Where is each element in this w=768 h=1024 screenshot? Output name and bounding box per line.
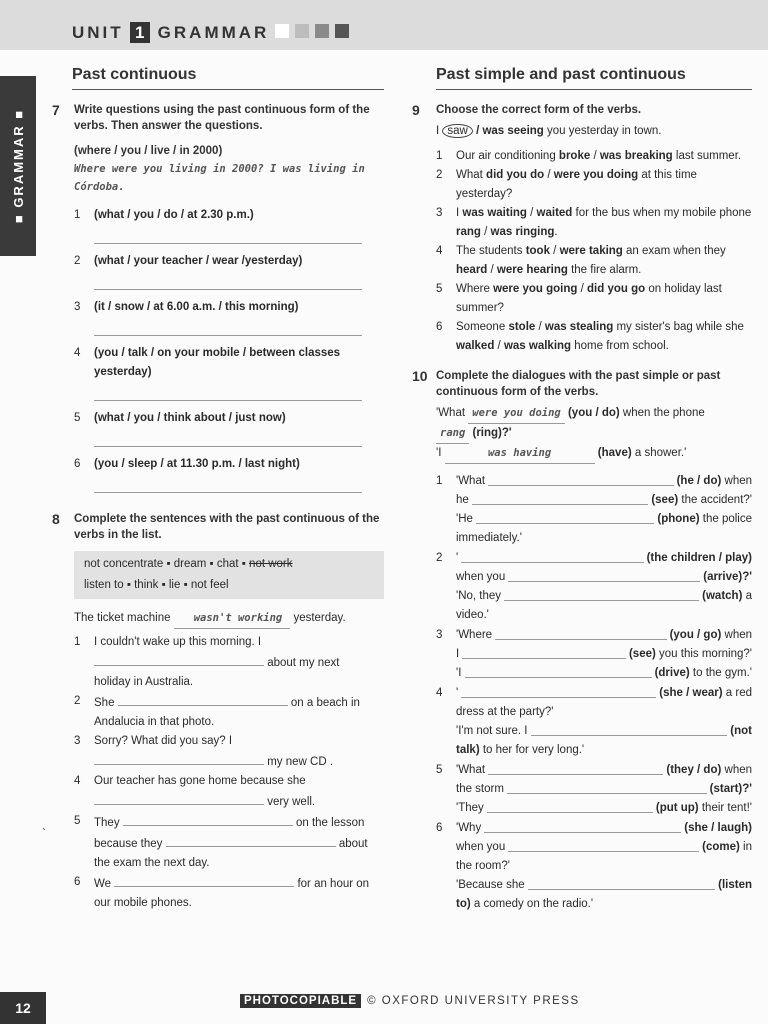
word-box-item: not concentrate [84,558,164,570]
item-text: Our teacher has gone home because she [94,775,306,787]
choice-option[interactable]: broke [558,150,591,162]
dialogue-text: in [739,841,752,853]
answer-blank[interactable] [472,491,648,505]
answer-blank[interactable] [465,664,652,678]
choice-item: 5 Where were you going / did you go on holiday last summer? [436,280,752,318]
dialogue-text: when you [456,571,509,583]
exercise-instruction: Write questions using the past continuous form of the verbs. Then answer the questions. [74,104,370,132]
dialogue-line [456,799,752,818]
choice-option[interactable]: rang [456,226,481,238]
page-number: 12 [0,992,46,1024]
choice-option[interactable]: took [525,245,550,257]
header-square [295,24,309,38]
verb-prompt: to) [456,898,471,910]
exercise-10-items [436,472,752,914]
item-text: Where [456,283,494,295]
item-number: 5 [436,764,443,776]
answer-blank[interactable] [461,684,656,698]
answer-blank[interactable] [94,652,264,666]
answer-line[interactable] [94,225,362,244]
item-number: 6 [436,321,443,333]
answer-line[interactable] [94,428,362,447]
answer-blank[interactable] [118,692,288,706]
item-number: 1 [436,475,443,487]
dialogue-text: immediately.' [456,532,522,544]
answer-blank[interactable] [495,626,666,640]
item-text: holiday in Australia. [94,676,194,688]
choice-option[interactable]: were taking [559,245,623,257]
dialogue-text: ' [456,687,462,699]
exercise-7-items [74,206,384,493]
left-column [52,66,384,913]
item-text: my new CD . [267,756,334,768]
answer-blank[interactable] [461,549,643,563]
choice-option[interactable]: was stealing [544,321,614,333]
item-prompt: (what / you / think about / just now) [94,412,286,424]
answer-line[interactable] [94,474,362,493]
question-item [74,409,384,428]
item-text: at this time yesterday? [456,169,697,200]
item-number: 2 [74,255,81,267]
example-prompt: (where / you / live / in 2000) [74,145,223,157]
verb-prompt: (see) [651,494,679,506]
item-text: very well. [267,796,316,808]
dialogue-text: 'They [456,802,487,814]
verb-prompt: (you / go) [669,629,722,641]
answer-blank[interactable] [528,876,715,890]
exercise-10 [412,368,752,914]
item-text: about [338,838,368,850]
dialogue-text: the accident?' [678,494,752,506]
dialogue-text: ' [456,552,462,564]
dialogue-text: 'What [456,475,489,487]
item-number: 5 [74,815,81,827]
exercise-8 [52,511,384,913]
dialogue-line [456,510,752,529]
unit-label: UNIT [72,22,124,42]
dialogue-text: when [721,629,752,641]
item-text: the exam the next day. [94,857,210,869]
dialogue-line [456,587,752,606]
verb-prompt: (arrive)?' [703,571,752,583]
dialogue-text: a [742,590,752,602]
section-title-past-continuous: Past continuous [72,66,384,90]
sentence-item [74,692,384,732]
example-question-cont: rang (ring)?' [436,424,752,444]
dialogue-item [436,761,752,818]
choice-option[interactable]: were you doing [553,169,639,181]
dialogue-text: to her for very long.' [479,744,585,756]
choice-item: 6 Someone stole / was stealing my sister's bag while she walked / was walking home from school. [436,318,752,356]
item-number: 2 [436,169,443,181]
item-prompt: (it / snow / at 6.00 a.m. / this morning) [94,301,299,313]
dialogue-item [436,472,752,548]
choice-option[interactable]: was ringing [490,226,555,238]
header-square [335,24,349,38]
question-item [74,344,384,382]
example-answer: wasn't working [174,609,291,629]
choice-option[interactable]: were hearing [496,264,568,276]
circled-answer: saw [442,124,472,138]
dialogue-line [456,857,752,876]
verb-prompt: (the children / play) [646,552,752,564]
item-prompt: (what / your teacher / wear /yesterday) [94,255,303,267]
choice-option[interactable]: walked [456,340,495,352]
question-item [74,455,384,474]
choice-option[interactable]: was waiting [462,207,527,219]
example-sentence: I saw / was seeing you yesterday in town. [436,125,662,137]
choice-item: 4 The students took / were taking an exam when they heard / were hearing the fire alarm. [436,242,752,280]
sentence-item [74,732,384,772]
item-number: 2 [74,695,81,707]
choice-item: 1 Our air conditioning broke / was breaking last summer. [436,147,752,166]
verb-prompt: (start)?' [709,783,752,795]
word-box-item: not feel [190,579,229,591]
answer-blank[interactable] [508,568,700,582]
dialogue-line [456,606,752,625]
dialogue-text: the police [699,513,752,525]
dialogue-text: the room?' [456,860,510,872]
photocopiable-badge: PHOTOCOPIABLE [240,994,361,1008]
right-column [412,66,752,915]
dialogue-line [456,761,752,780]
item-text: The students [456,245,526,257]
dialogue-text: 'What [456,764,489,776]
unit-header [72,22,349,43]
dialogue-line [456,549,752,568]
verb-prompt: (come) [702,841,740,853]
dialogue-text: you this morning?' [655,648,752,660]
item-number: 3 [436,629,443,641]
exercise-8-items [74,633,384,913]
dialogue-line [456,703,752,722]
dialogue-text: 'Why [456,822,485,834]
dialogue-item [436,626,752,683]
question-item [74,298,384,317]
item-number: 6 [436,822,443,834]
dialogue-line [456,741,752,760]
dialogue-text: when [721,764,752,776]
item-text: our mobile phones. [94,897,192,909]
item-text: on the lesson [295,817,365,829]
choice-option[interactable]: heard [456,264,488,276]
answer-line[interactable] [94,382,362,401]
dialogue-text: when you [456,841,509,853]
stray-mark: ` [42,826,46,840]
item-number: 3 [74,301,81,313]
exercise-number: 9 [412,102,420,118]
exercise-instruction: Choose the correct form of the verbs. [436,104,642,116]
dialogue-line [456,491,752,510]
example-question: 'What were you doing (you / do) when the phone [436,404,752,424]
item-number: 6 [74,458,81,470]
answer-blank[interactable] [166,833,336,847]
example-answer: 'I was having (have) a shower.' [436,444,752,464]
verb-prompt: (she / wear) [659,687,723,699]
choice-option[interactable]: did you go [587,283,646,295]
item-prompt: (you / sleep / at 11.30 p.m. / last night) [94,458,300,470]
item-number: 3 [436,207,443,219]
section-name: GRAMMAR [157,22,270,42]
word-box [74,551,384,599]
dialogue-text: dress at the party?' [456,706,554,718]
item-text: Our air conditioning [456,150,559,162]
verb-prompt: (they / do) [666,764,722,776]
exercise-7 [52,102,384,493]
word-box-line-2: listen to ▪ think ▪ lie ▪ not feel [84,579,229,591]
dialogue-text: the storm [456,783,508,795]
word-box-line-1: not concentrate ▪ dream ▪ chat ▪ not work [84,558,293,570]
item-text: about my next [267,657,340,669]
item-text: . [554,226,558,238]
dialogue-text: 'No, they [456,590,505,602]
header-square [275,24,289,38]
choice-item: 2 What did you do / were you doing at this time yesterday? [436,166,752,204]
item-number: 4 [436,687,443,699]
verb-prompt: (not [730,725,752,737]
answer-line[interactable] [94,317,362,336]
answer-blank[interactable] [487,799,653,813]
answer-blank[interactable] [462,645,626,659]
dialogue-text: 'I'm not sure. I [456,725,531,737]
item-text: because they [94,838,163,850]
sentence-item [74,812,384,873]
item-text: the fire alarm. [567,264,642,276]
answer-blank[interactable] [488,472,673,486]
word-box-item: chat [216,558,239,570]
exercise-instruction: Complete the dialogues with the past simple or past continuous form of the verbs. [436,370,721,398]
verb-prompt: (see) [628,648,656,660]
item-number: 6 [74,876,81,888]
exercise-number: 10 [412,368,428,384]
word-box-item: think [134,579,159,591]
dialogue-line [456,568,752,587]
answer-blank[interactable] [114,873,294,887]
dialogue-text: to the gym.' [689,667,752,679]
section-title-past-simple-continuous: Past simple and past continuous [436,66,752,90]
dialogue-text: 'I [456,667,465,679]
sentence-item [74,633,384,692]
answer-blank[interactable] [123,812,293,826]
item-text: They [94,817,120,829]
verb-prompt: (drive) [654,667,690,679]
item-text: for an hour on [297,878,370,890]
item-text: an exam when they [622,245,726,257]
item-text: for the bus when my mobile phone [572,207,752,219]
item-text: Andalucia in that photo. [94,716,215,728]
dialogue-text: he [456,494,472,506]
answer-blank[interactable] [94,791,264,805]
item-text: on holiday last summer? [456,283,722,314]
item-text: home from school. [571,340,669,352]
choice-item: 3 I was waiting / waited for the bus when my mobile phone rang / was ringing. [436,204,752,242]
sentence-item [74,873,384,913]
item-number: 4 [74,775,81,787]
item-text: last summer. [672,150,742,162]
verb-prompt: talk) [456,744,480,756]
choice-option[interactable]: was walking [503,340,572,352]
item-number: 1 [74,209,81,221]
item-number: 1 [436,150,443,162]
item-number: 1 [74,636,81,648]
example-answer: Where were you living in 2000? I was living in Córdoba. [74,163,365,193]
question-item [74,206,384,225]
dialogue-line [456,529,752,548]
item-text: She [94,697,115,709]
verb-prompt: (she / laugh) [684,822,752,834]
item-number: 5 [74,412,81,424]
item-number: 3 [74,735,81,747]
answer-blank[interactable] [508,838,699,852]
item-text: Someone [456,321,509,333]
item-number: 5 [436,283,443,295]
word-box-item: listen to [84,579,124,591]
item-text: I [456,207,463,219]
answer-blank[interactable] [531,722,728,736]
header-squares [269,23,349,43]
footer [240,994,580,1008]
word-box-item: dream [173,558,207,570]
dialogue-line [456,664,752,683]
exercise-9 [412,102,752,356]
word-box-item: lie [168,579,181,591]
dialogue-text: a red [722,687,752,699]
dialogue-line [456,645,752,664]
dialogue-line [456,722,752,741]
dialogue-item [436,819,752,914]
verb-prompt: (watch) [702,590,743,602]
dialogue-text: 'He [456,513,477,525]
exercise-number: 8 [52,511,60,527]
exercise-instruction: Complete the sentences with the past continuous of the verbs in the list. [74,513,380,541]
answer-blank[interactable] [484,819,681,833]
answer-blank[interactable] [504,587,699,601]
verb-prompt: (he / do) [676,475,722,487]
copyright: © OXFORD UNIVERSITY PRESS [367,995,580,1007]
item-text: I couldn't wake up this morning. I [94,636,262,648]
choice-option[interactable]: did you do [486,169,545,181]
dialogue-line [456,626,752,645]
item-number: 2 [436,552,443,564]
dialogue-text: video.' [456,609,489,621]
item-text: We [94,878,112,890]
side-tab-label: ■ GRAMMAR ■ [10,108,26,224]
item-text: Sorry? What did you say? I [94,735,233,747]
item-text: my sister's bag while she [613,321,744,333]
dialogue-line [456,684,752,703]
choice-option[interactable]: stole [508,321,536,333]
choice-option[interactable]: waited [536,207,573,219]
dialogue-line [456,838,752,857]
dialogue-line [456,819,752,838]
verb-prompt: (put up) [655,802,699,814]
exercise-9-items [436,147,752,356]
dialogue-line [456,895,752,914]
item-number: 4 [74,347,81,359]
dialogue-text: 'Where [456,629,496,641]
item-number: 4 [436,245,443,257]
item-prompt: (you / talk / on your mobile / between classes yesterday) [94,347,341,378]
question-item [74,252,384,271]
verb-prompt: (listen [718,879,752,891]
exercise-number: 7 [52,102,60,118]
unit-number: 1 [130,22,150,43]
choice-option[interactable]: was breaking [599,150,673,162]
dialogue-item [436,684,752,760]
answer-blank[interactable] [476,510,654,524]
dialogue-line [456,876,752,895]
item-text: What [456,169,487,181]
header-square [315,24,329,38]
dialogue-text: 'Because she [456,879,528,891]
answer-blank[interactable] [507,780,707,794]
example-sentence: The ticket machine wasn't working yesterday. [74,609,384,629]
dialogue-item [436,549,752,625]
dialogue-text: a comedy on the radio.' [470,898,594,910]
item-text: on a beach in [290,697,360,709]
choice-option[interactable]: were you going [493,283,578,295]
dialogue-line [456,472,752,491]
sentence-item [74,772,384,812]
answer-blank[interactable] [94,751,264,765]
word-box-item-used: not work [249,558,293,570]
answer-blank[interactable] [488,761,663,775]
item-prompt: (what / you / do / at 2.30 p.m.) [94,209,254,221]
dialogue-text: I [456,648,463,660]
verb-prompt: (phone) [657,513,700,525]
dialogue-text: their tent!' [698,802,752,814]
answer-line[interactable] [94,271,362,290]
dialogue-line [456,780,752,799]
dialogue-text: when [721,475,752,487]
